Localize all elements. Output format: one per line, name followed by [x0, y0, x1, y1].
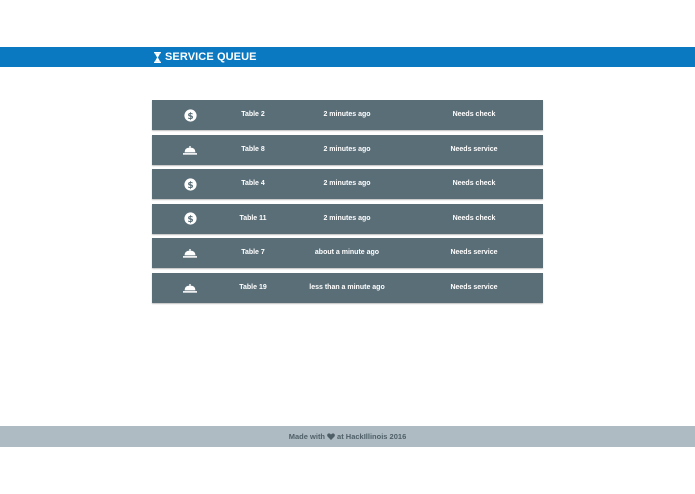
- table-number: Table 8: [241, 145, 265, 153]
- dollar-icon: [182, 107, 198, 123]
- queue-row[interactable]: [152, 100, 543, 130]
- hourglass-icon: [154, 52, 161, 63]
- table-number: Table 4: [241, 180, 265, 187]
- top-navbar: [0, 47, 695, 67]
- service-bell-icon: [182, 280, 198, 296]
- dollar-icon: [182, 211, 198, 227]
- request-time: 2 minutes ago: [323, 214, 371, 222]
- request-time: 2 minutes ago: [323, 180, 371, 187]
- request-status: Needs check: [452, 214, 496, 222]
- table-number: Table 19: [239, 283, 267, 291]
- heart-icon: [327, 433, 335, 440]
- request-status: Needs check: [452, 180, 496, 187]
- app-title: SERVICE QUEUE: [165, 51, 257, 63]
- footer-prefix: Made with: [288, 432, 326, 441]
- request-status: Needs service: [450, 249, 498, 256]
- request-status: Needs service: [450, 145, 498, 153]
- svg-text:$: $: [186, 111, 194, 122]
- request-time: about a minute ago: [314, 249, 380, 256]
- brand[interactable]: [154, 47, 257, 67]
- request-time: 2 minutes ago: [323, 111, 371, 118]
- svg-text:$: $: [186, 180, 194, 191]
- table-number: Table 11: [239, 214, 267, 222]
- footer: [0, 426, 695, 447]
- service-bell-icon: [182, 142, 198, 158]
- footer-suffix: at HackIllinois 2016: [337, 432, 407, 441]
- service-queue-list: [152, 100, 543, 307]
- request-time: 2 minutes ago: [323, 145, 371, 153]
- queue-row[interactable]: [152, 273, 543, 303]
- queue-row[interactable]: [152, 169, 543, 199]
- queue-row[interactable]: [152, 238, 543, 268]
- queue-row[interactable]: [152, 204, 543, 234]
- dollar-icon: [182, 176, 198, 192]
- table-number: Table 7: [241, 249, 265, 256]
- request-status: Needs service: [450, 283, 498, 291]
- table-number: Table 2: [241, 111, 265, 118]
- queue-row[interactable]: [152, 135, 543, 165]
- request-time: less than a minute ago: [309, 283, 385, 291]
- svg-text:$: $: [186, 214, 194, 225]
- service-bell-icon: [182, 245, 198, 261]
- request-status: Needs check: [452, 111, 496, 118]
